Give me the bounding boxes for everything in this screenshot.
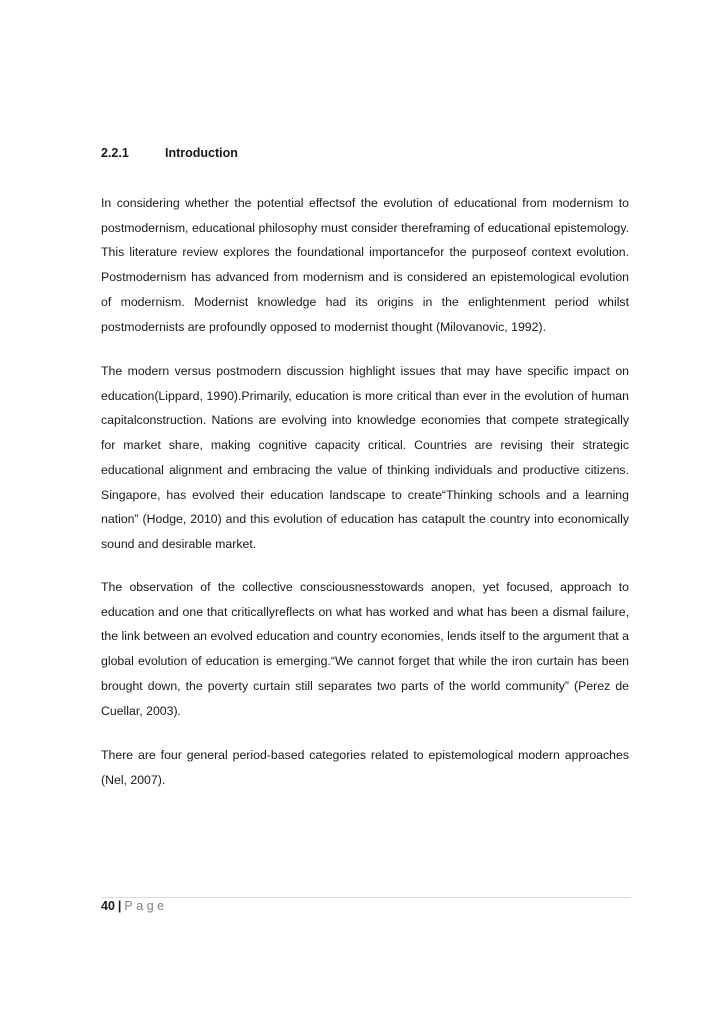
- page-number: 40: [101, 899, 115, 913]
- footer-divider: [101, 897, 631, 898]
- section-number: 2.2.1: [101, 146, 129, 160]
- paragraph-2: The modern versus postmodern discussion highlight issues that may have specific impact on education(Lippard, 1990).Primarily, education is more critical than ever in the evolution of human capitalconstruction. Nations are evolving into knowledge economies that compete strategically for market share, making cognitive capacity critical. Countries are revising their strategic educational alignment and embracing the value of thinking individuals and productive citizens. Singapore, has evolved their education landscape to create“Thinking schools and a learning nation” (Hodge, 2010) and this evolution of education has catapult the country into economically sound and desirable market.: [101, 364, 629, 551]
- paragraph-1: In considering whether the potential effectsof the evolution of educational from modernism to postmodernism, educational philosophy must consider thereframing of educational epistemology. This literature review explores the foundational importancefor the purposeof context evolution. Postmodernism has advanced from modernism and is considered an epistemological evolution of modernism. Modernist knowledge had its origins in the enlightenment period whilst postmodernists are profoundly opposed to modernist thought (Milovanovic, 1992).: [101, 196, 629, 334]
- paragraph-4: There are four general period-based categories related to epistemological modern approaches (Nel, 2007).: [101, 748, 629, 787]
- page-label: Page: [124, 899, 168, 913]
- footer-separator: |: [117, 899, 122, 913]
- page-footer: [101, 899, 168, 913]
- paragraph-3: The observation of the collective consciousnesstowards anopen, yet focused, approach to education and one that criticallyreflects on what has worked and what has been a dismal failure, the link between an evolved education and country economies, lends itself to the argument that a global evolution of education is emerging.“We cannot forget that while the iron curtain has been brought down, the poverty curtain still separates two parts of the world community” (Perez de Cuellar, 2003).: [101, 580, 629, 718]
- section-title: Introduction: [165, 146, 238, 160]
- section-heading: [101, 146, 238, 160]
